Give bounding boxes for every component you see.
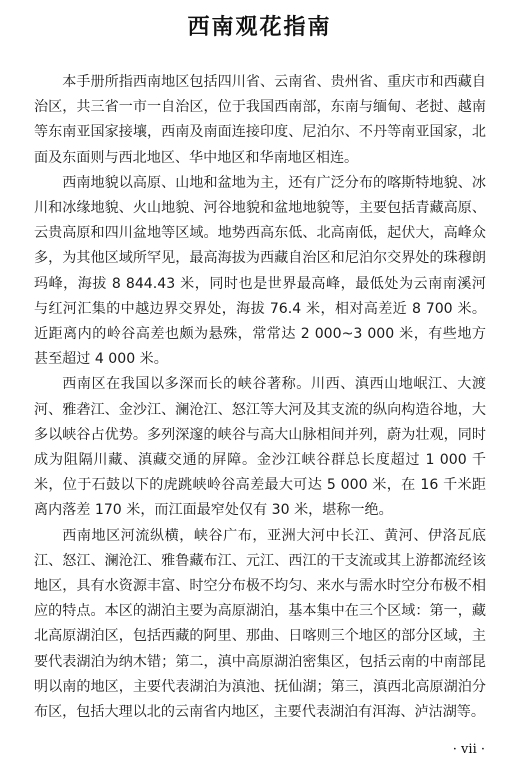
page-title: 西南观花指南 xyxy=(187,15,332,40)
paragraph-landforms: 西南地貌以高原、山地和盆地为主，还有广泛分布的喀斯特地貌、冰川和冰缘地貌、火山地貌、河谷地貌和盆地地貌等，主要包括青藏高原、云贵高原和四川盆地等区域。地势西高东低、北高南低，起伏大，高峰众多，为其他区域所罕见，最高海拔为西藏自治区和尼泊尔交界处的珠穆朗玛峰，海拔 8 844.43 米，同时也是世界最高峰，最低处为云南南溪河与红河汇集的中越边界交界处，海拔 76.4 米，相对高差近 8 700 米。近距离内的岭谷高差也颇为悬殊，常常达 2 000~3 000 米，有些地方甚至超过 4 000 米。 xyxy=(34,174,486,368)
paragraph-gorges: 西南区在我国以多深而长的峡谷著称。川西、滇西山地岷江、大渡河、雅砻江、金沙江、澜沧江、怒江等大河及其支流的纵向构造谷地，大多以峡谷占优势。多列深邃的峡谷与高大山脉相间并列，蔚为壮观，同时成为阻隔川藏、滇藏交通的屏障。金沙江峡谷群总长度超过 1 000 千米，位于石鼓以下的虎跳峡岭谷高差最大可达 5 000 米，在 16 千米距离内落差 170 米，而江面最窄处仅有 30 米，堪称一绝。 xyxy=(34,376,486,519)
paragraph-region-scope: 本手册所指西南地区包括四川省、云南省、贵州省、重庆市和西藏自治区，共三省一市一自治区，位于我国西南部，东南与缅甸、老挝、越南等东南亚国家接壤，西南及南面连接印度、尼泊尔、不丹等南亚国家，北面及东面则与西北地区、华中地区和华南地区相连。 xyxy=(34,74,486,166)
body-text xyxy=(34,70,486,725)
paragraph-rivers-lakes: 西南地区河流纵横，峡谷广布，亚洲大河中长江、黄河、伊洛瓦底江、怒江、澜沧江、雅鲁藏布江、元江、西江的干支流或其上游都流经该地区，具有水资源丰富、时空分布极不均匀、来水与需水时空分布极不相应的特点。本区的湖泊主要为高原湖泊，基本集中在三个区域：第一，藏北高原湖泊区，包括西藏的阿里、那曲、日喀则三个地区的部分区域，主要代表湖泊为纳木错；第二，滇中高原湖泊密集区，包括云南的中南部昆明以南的地区，主要代表湖泊为滇池、抚仙湖；第三，滇西北高原湖泊分布区，包括大理以北的云南省内地区，主要代表湖泊有洱海、泸沽湖等。 xyxy=(34,527,486,721)
page-number: · vii · xyxy=(452,742,485,757)
